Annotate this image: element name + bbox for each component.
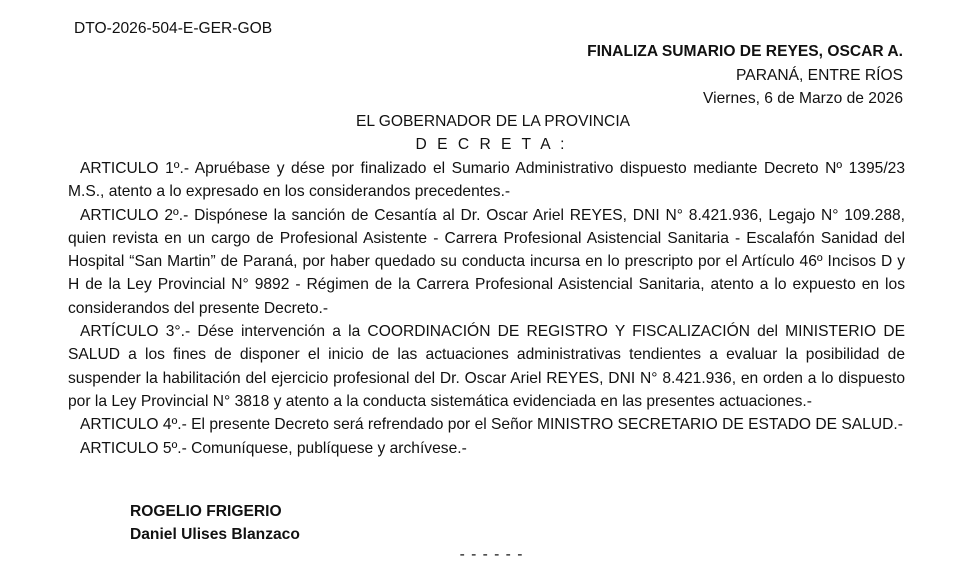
decreta-heading: D E C R E T A : — [415, 136, 568, 153]
article-5 — [68, 437, 905, 460]
decree-place: PARANÁ, ENTRE RÍOS — [736, 67, 903, 84]
decree-date: Viernes, 6 de Marzo de 2026 — [703, 90, 903, 107]
article-4-text: ARTICULO 4º.- El presente Decreto será refrendado por el Señor MINISTRO SECRETARIO DE ESTADO DE SALUD.- — [80, 416, 903, 434]
document-reference: DTO-2026-504-E-GER-GOB — [74, 20, 273, 37]
article-2-text: ARTICULO 2º.- Dispónese la sanción de Cesantía al Dr. Oscar Ariel REYES, DNI N° 8.421.936, Legajo N° 109.288, quien revista en un cargo de Profesional Asistente - Carrera Profesional Asistencial Sanitaria - Escalafón Sanidad del Hospital “San Martin” de Paraná, por haber quedado su conducta incursa en lo prescripto por el Artículo 46º Incisos D y H de la Ley Provincial N° 9892 - Régimen de la Carrera Profesional Asistencial Sanitaria, atento a lo expuesto en los considerandos del presente Decreto.- — [68, 206, 905, 317]
article-3 — [68, 320, 905, 413]
decree-subject: FINALIZA SUMARIO DE REYES, OSCAR A. — [587, 43, 903, 60]
article-2 — [68, 204, 905, 320]
authority-heading: EL GOBERNADOR DE LA PROVINCIA — [355, 113, 631, 130]
signature-minister: Daniel Ulises Blanzaco — [130, 526, 300, 543]
articles-body — [68, 157, 905, 460]
article-3-text: ARTÍCULO 3°.- Dése intervención a la COORDINACIÓN DE REGISTRO Y FISCALIZACIÓN del MINISTERIO DE SALUD a los fines de disponer el inicio de las actuaciones administrativas tendientes a evaluar la posibilidad de suspender la habilitación del ejercicio profesional del Dr. Oscar Ariel REYES, DNI N° 8.421.936, en orden a lo dispuesto por la Ley Provincial N° 3818 y atento a la conducta sistemática evidenciada en las presentes actuaciones.- — [68, 323, 905, 410]
article-5-text: ARTICULO 5º.- Comuníquese, publíquese y archívese.- — [80, 439, 467, 457]
article-1-text: ARTICULO 1º.- Apruébase y dése por finalizado el Sumario Administrativo dispuesto mediante Decreto Nº 1395/23 M.S., atento a lo expresado en los considerandos precedentes.- — [68, 160, 905, 201]
article-1 — [68, 157, 905, 204]
closing-separator: - - - - - - — [459, 546, 524, 563]
article-4 — [68, 413, 905, 436]
signature-governor: ROGELIO FRIGERIO — [130, 503, 282, 520]
